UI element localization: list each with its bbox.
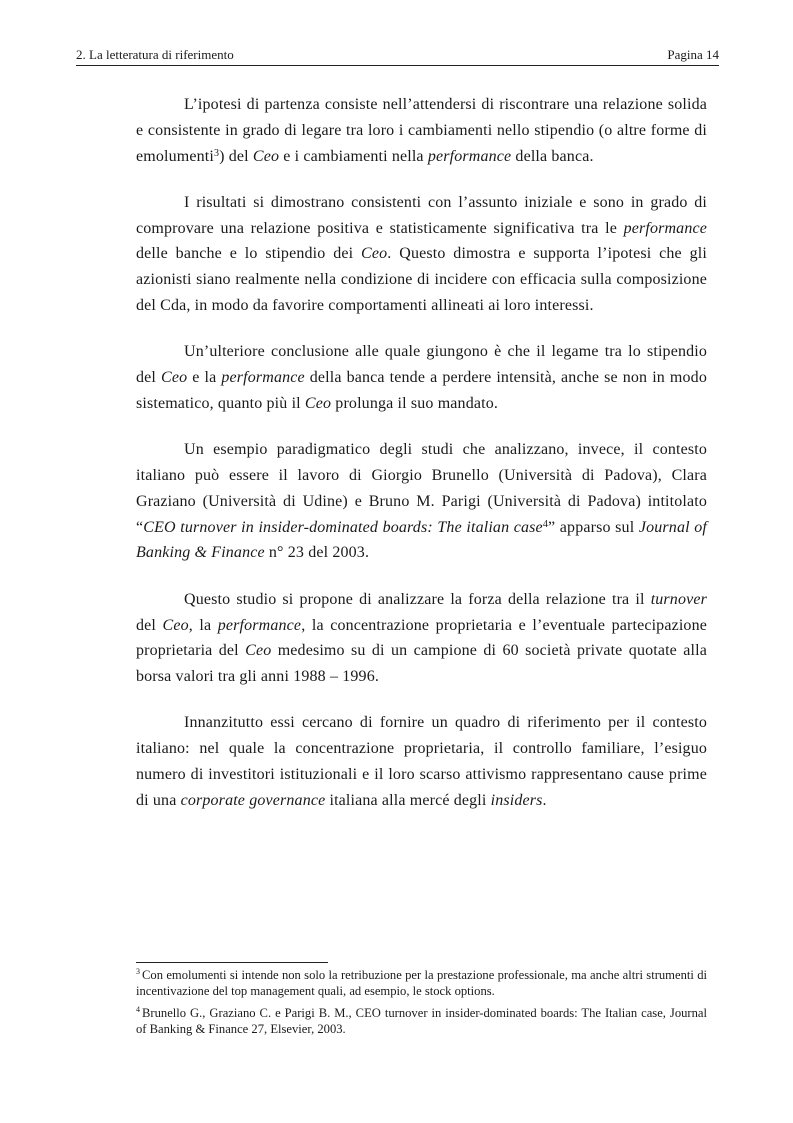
footnote-ref-4[interactable]: 4 <box>542 518 548 530</box>
paragraph-1: L’ipotesi di partenza consiste nell’attendersi di riscontrare una relazione solida e consistente in grado di legare tra loro i cambiamenti nello stipendio (o altre forme di emolumenti$^3$) del Ceo e i cambiamenti nella performance della banca. <box>136 96 707 165</box>
paragraph-4: Un esempio paradigmatico degli studi che analizzano, invece, il contesto italiano può essere il lavoro di Giorgio Brunello (Università di Padova), Clara Graziano (Università di Udine) e Bruno M. Parigi (Università di Padova) intitolato “CEO turnover in insider-dominated boards: The italian case$^4$” apparso sul Journal of Banking & Finance n° 23 del 2003. <box>136 441 708 562</box>
footnote-ref-3[interactable]: 3 <box>213 147 220 159</box>
body-text <box>136 92 707 834</box>
footnote-separator <box>136 962 328 963</box>
footnote-4: $^4$ Brunello G., Graziano C. e Parigi B. M., CEO turnover in insider-dominated boards: The Italian case, Journal of Banking & Finance 27, Elsevier, 2003. <box>136 1005 707 1036</box>
page-number: Pagina 14 <box>667 47 719 62</box>
footnotes <box>136 967 707 1043</box>
paragraph-3: Un’ulteriore conclusione alle quale giungono è che il legame tra lo stipendio del Ceo e la performance della banca tende a perdere intensità, anche se non in modo sistematico, quanto più il Ceo prolunga il suo mandato. <box>136 343 707 412</box>
footnote-3: $^3$ Con emolumenti si intende non solo la retribuzione per la prestazione professionale, ma anche altri strumenti di incentivazione del top management quali, ad esempio, le stock options. <box>136 967 707 998</box>
paragraph-6: Innanzitutto essi cercano di fornire un quadro di riferimento per il contesto italiano: nel quale la concentrazione proprietaria, il controllo familiare, l’esiguo numero di investitori istituzionali e il loro scarso attivismo rappresentano cause prime di una corporate governance italiana alla mercé degli insiders. <box>136 714 707 809</box>
running-header <box>76 47 719 66</box>
paragraph-2: I risultati si dimostrano consistenti con l’assunto iniziale e sono in grado di comprovare una relazione positiva e statisticamente significativa tra le performance delle banche e lo stipendio dei Ceo. Questo dimostra e supporta l’ipotesi che gli azionisti siano realmente nella condizione di incidere con efficacia sulla composizione del Cda, in modo da favorire comportamenti allineati ai loro interessi. <box>136 193 707 315</box>
chapter-title: 2. La letteratura di riferimento <box>76 47 234 62</box>
paragraph-5: Questo studio si propone di analizzare la forza della relazione tra il turnover del Ceo, la performance, la concentrazione proprietaria e l’eventuale partecipazione proprietaria del Ceo medesimo su di un campione di 60 società private quotate alla borsa valori tra gli anni 1988 – 1996. <box>136 590 707 686</box>
